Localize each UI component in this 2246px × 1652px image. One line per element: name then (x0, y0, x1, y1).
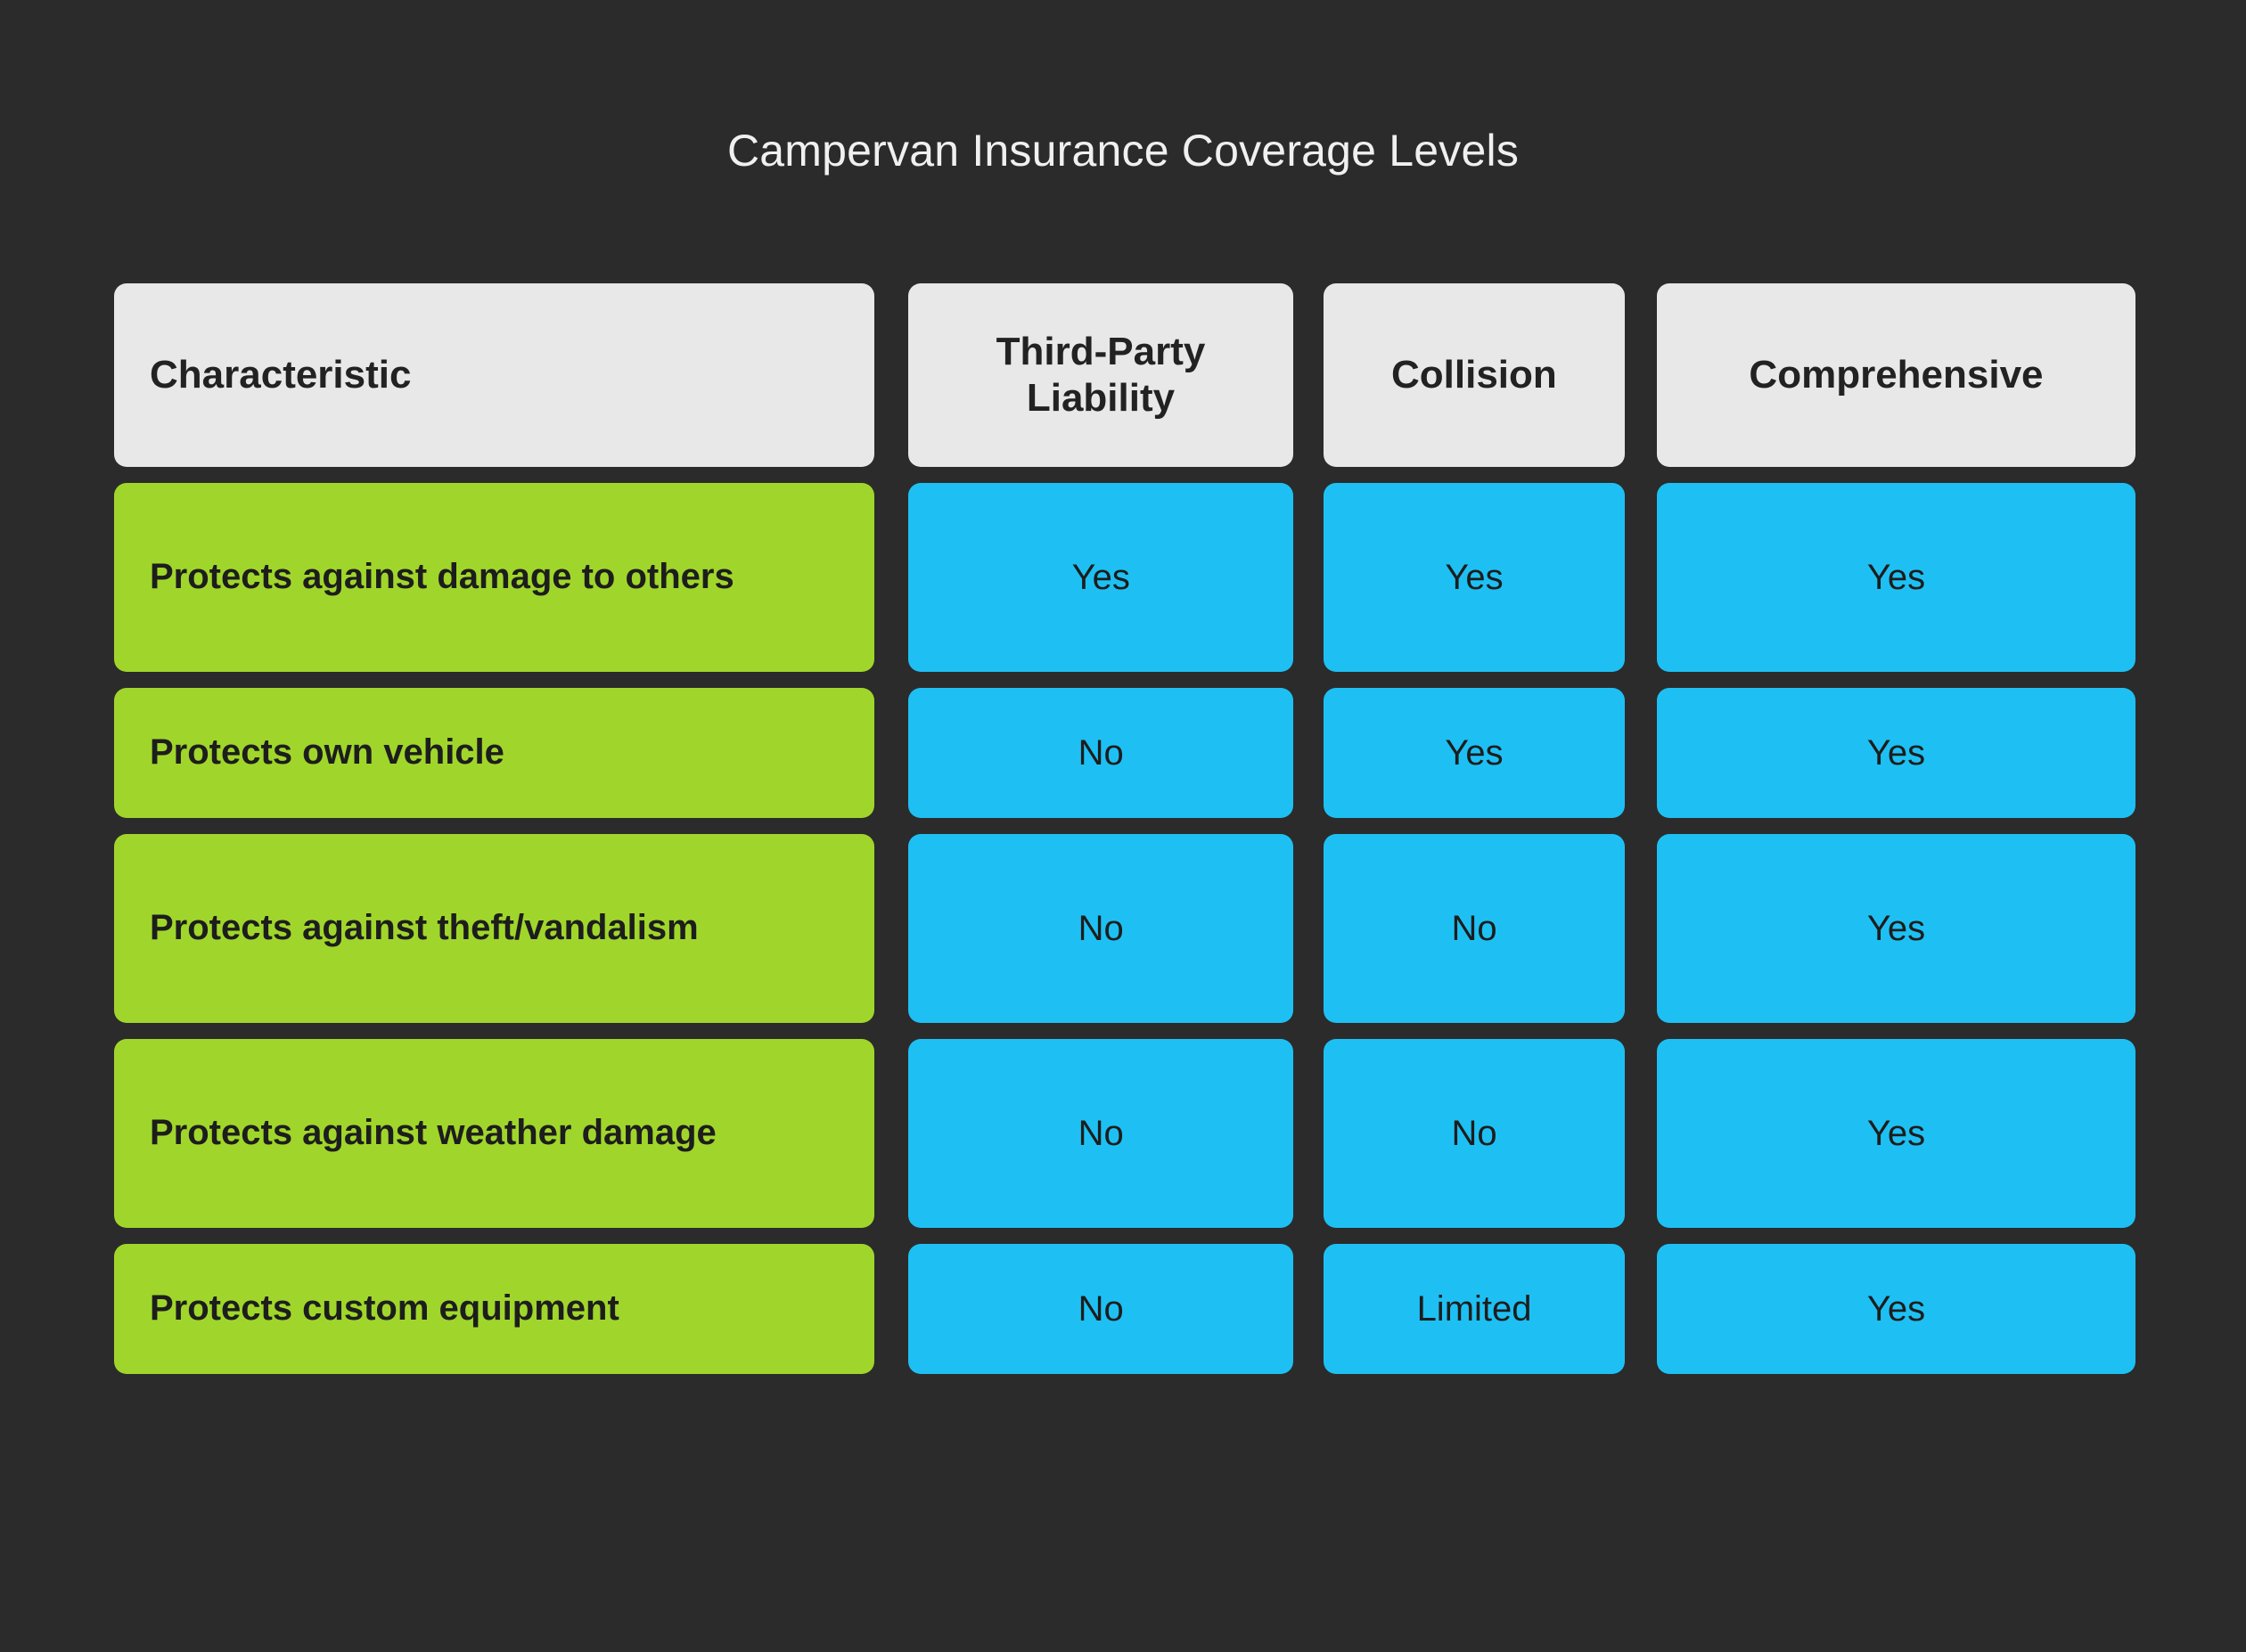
row-value-third-party: No (908, 1244, 1293, 1374)
header-label-collision: Collision (1391, 353, 1557, 397)
header-label-comprehensive: Comprehensive (1749, 353, 2044, 397)
header-cell-characteristic (114, 283, 874, 467)
table-row (114, 1039, 2135, 1228)
header-label-characteristic: Characteristic (150, 353, 412, 397)
header-cell-comprehensive (1657, 283, 2135, 467)
row-characteristic-label: Protects against weather damage (114, 1039, 874, 1228)
row-value-comprehensive: Yes (1657, 1244, 2135, 1374)
row-value-comprehensive: Yes (1657, 688, 2135, 818)
header-cell-third-party-liability (908, 283, 1293, 467)
table-row (114, 834, 2135, 1023)
row-value-comprehensive: Yes (1657, 1039, 2135, 1228)
row-value-collision: No (1324, 1039, 1625, 1228)
row-value-collision: No (1324, 834, 1625, 1023)
row-value-collision: Limited (1324, 1244, 1625, 1374)
row-value-collision: Yes (1324, 688, 1625, 818)
row-value-third-party: No (908, 834, 1293, 1023)
table-header-row (114, 283, 2135, 467)
chart-title: Campervan Insurance Coverage Levels (726, 126, 1520, 176)
header-label-third-party-line2: Liability (1026, 376, 1176, 420)
row-characteristic-label: Protects custom equipment (114, 1244, 874, 1374)
header-cell-collision (1324, 283, 1625, 467)
row-value-third-party: Yes (908, 483, 1293, 672)
row-value-comprehensive: Yes (1657, 834, 2135, 1023)
row-value-third-party: No (908, 1039, 1293, 1228)
header-label-third-party-line1: Third-Party (996, 330, 1206, 374)
row-characteristic-label: Protects against damage to others (114, 483, 874, 672)
table-row (114, 688, 2135, 818)
table-row (114, 483, 2135, 672)
row-characteristic-label: Protects against theft/vandalism (114, 834, 874, 1023)
row-value-comprehensive: Yes (1657, 483, 2135, 672)
row-value-third-party: No (908, 688, 1293, 818)
row-characteristic-label: Protects own vehicle (114, 688, 874, 818)
row-value-collision: Yes (1324, 483, 1625, 672)
coverage-table (114, 283, 2135, 1390)
table-row (114, 1244, 2135, 1374)
